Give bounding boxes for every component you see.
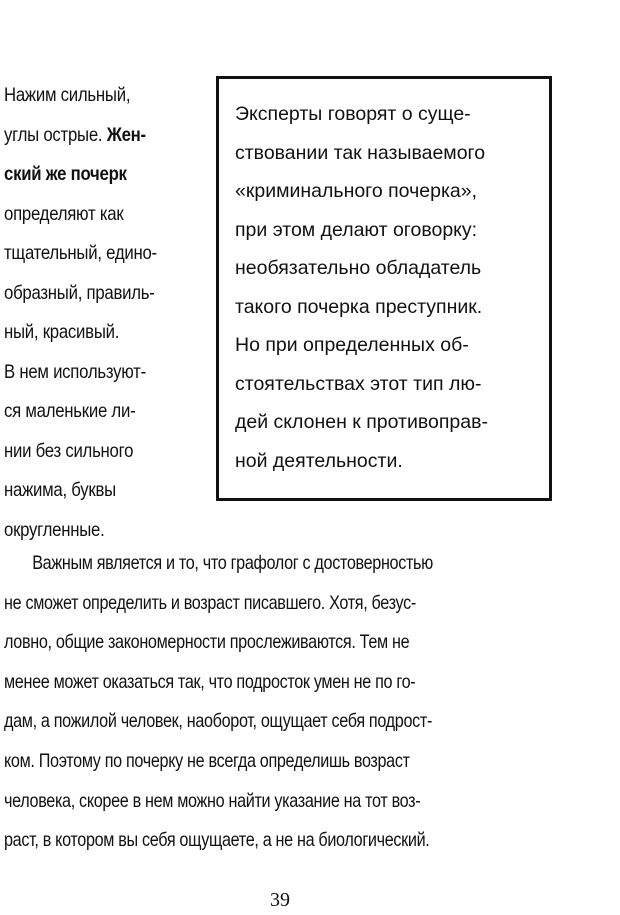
text-line: менее может оказаться так, что подросток умен не по го- [4,670,416,693]
text-line: Но при определенных об- [235,334,469,356]
text-line: ной деятельности. [235,449,403,472]
text-line: ный, красивый. [4,321,120,343]
text-line [4,116,176,156]
text-line: образный, правиль- [4,281,155,304]
text-line: определяют как [4,202,124,225]
bold-phrase: ский же почерк [4,163,127,185]
text-line: человека, скорее в нем можно найти указание на тот воз- [4,789,421,812]
text-line [4,155,176,195]
text-line: ком. Поэтому по почерку не всегда определишь возраст [4,749,410,772]
text-line: ловно, общие закономерности прослеживаются. Тем не [4,631,410,654]
text-line: Важным является и то, что графолог с достоверностью [32,552,433,574]
text-line: ствовании так называемого [235,141,486,164]
text-line: такого почерка преступник. [235,295,483,318]
text-line: при этом делают оговорку: [235,218,478,241]
sidebar-box [216,76,552,501]
page-number: 39 [270,889,290,911]
text-line: Эксперты говорят о суще- [235,103,471,125]
text-line: не сможет определить и возраст писавшего. Хотя, безус- [4,591,416,614]
text-line: округленные. [4,518,105,541]
text-line: В нем используют- [4,360,146,383]
body-paragraph [4,544,519,861]
text-line: Нажим сильный, [4,84,131,106]
bold-phrase: Жен- [106,123,146,146]
text-line: нии без сильного [4,439,134,462]
text-line: нажима, буквы [4,479,116,501]
text-fragment: углы острые. [4,123,103,146]
text-line: раст, в котором вы себя ощущаете, а не на биологический. [4,829,430,852]
sidebar-text [235,95,488,480]
text-line: ся маленькие ли- [4,400,136,422]
left-column-text [4,76,176,550]
text-line: стоятельствах этот тип лю- [235,372,482,395]
text-line: тщательный, едино- [4,242,157,264]
text-line: необязательно обладатель [235,257,482,279]
text-line: дам, а пожилой человек, наоборот, ощущает себя подрост- [4,710,433,733]
text-line: «криминального почерка», [235,180,478,202]
text-line: дей склонен к противоправ- [235,411,488,433]
